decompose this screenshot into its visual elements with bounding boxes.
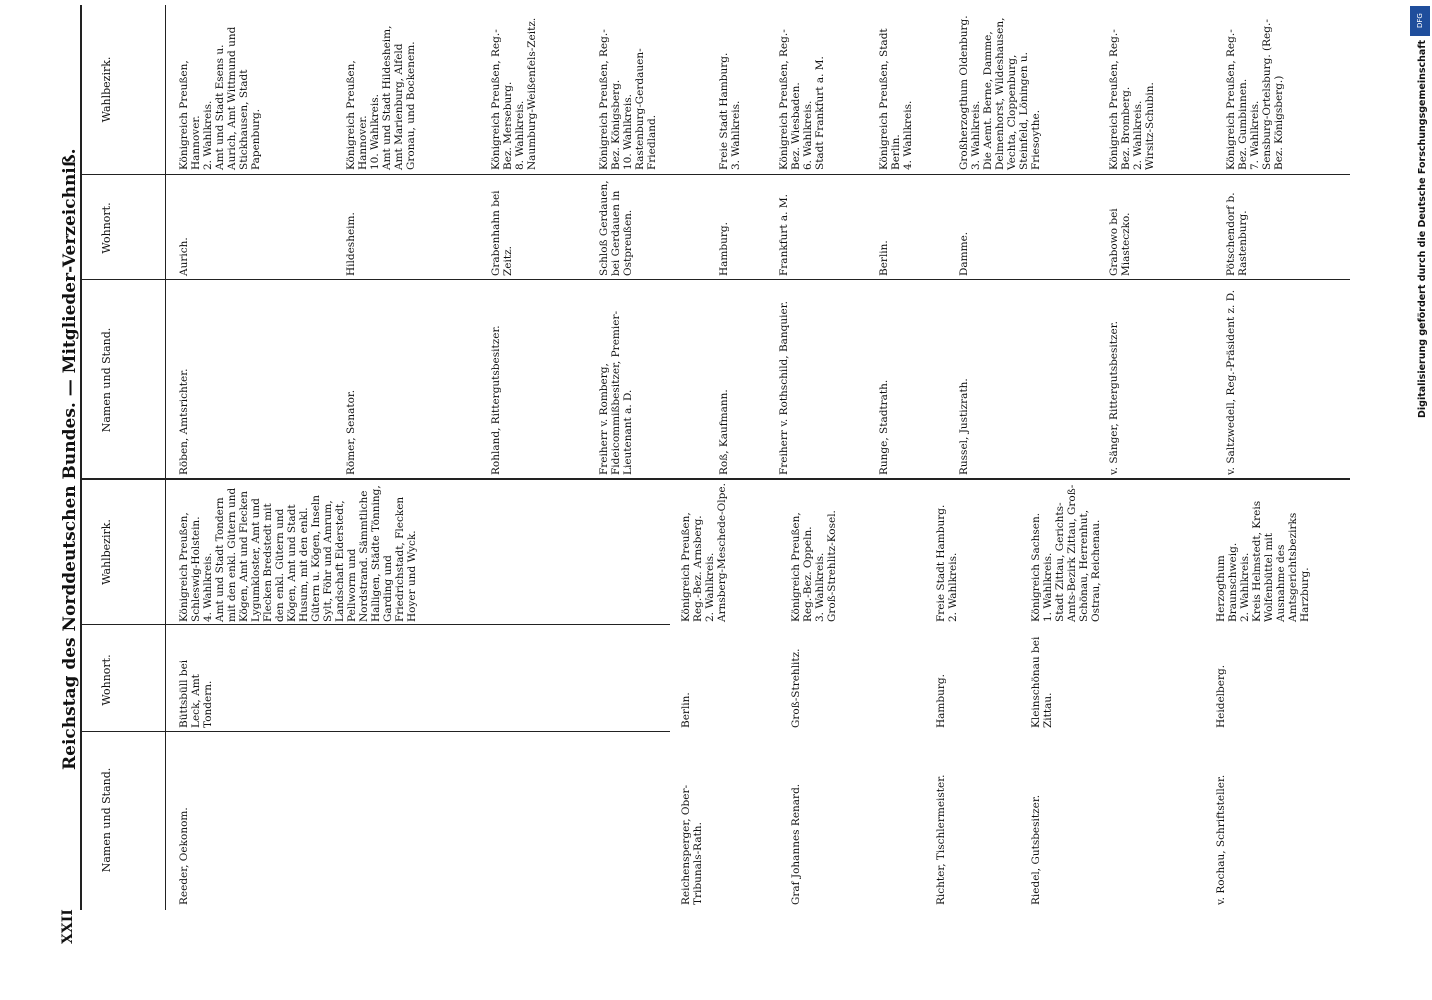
- left-entry-district: Königreich Sachsen. 1. Wahlkreis. Stadt Zittau, Gerichts-Amts-Bezirk Zittau, Groß-Schönau, Herrenhut, Ostrau, Reichenau.: [1030, 484, 1102, 622]
- right-entry-name: Freiherr v. Romberg, Fideicommißbesitzer, Premier-Lieutenant a. D.: [598, 310, 634, 475]
- right-entry-name: Russel, Justizrath.: [958, 378, 970, 475]
- column-head-rule: [165, 5, 166, 910]
- right-entry-residence: Schloß Gerdauen, bei Gerdauen in Ostpreußen.: [598, 180, 634, 276]
- right-residence-head: Wohnort.: [100, 202, 113, 254]
- right-entry-residence: Aurich.: [178, 237, 190, 276]
- right-name-head: Namen und Stand.: [100, 327, 113, 433]
- left-entry-residence: Berlin.: [680, 692, 692, 728]
- right-divider-1: [80, 279, 1350, 280]
- right-entry-name: Runge, Stadtrath.: [878, 379, 890, 475]
- dfg-logo: DFG: [1410, 6, 1430, 36]
- right-entry-residence: Grabowo bei Miasteczko.: [1108, 208, 1132, 276]
- right-entry-name: Rohland, Rittergutsbesitzer.: [490, 325, 502, 475]
- left-entry-residence: Büttsbüll bei Leck, Amt Tondern.: [178, 659, 214, 728]
- right-entry-district: Königreich Preußen, Hannover. 10. Wahlkreis. Amt und Stadt Hildesheim, Amt Marienburg, Alfeld Gronau, und Bockenem.: [345, 25, 417, 170]
- digitization-note: Digitalisierung gefördert durch die Deutsche Forschungsgemeinschaft: [1417, 40, 1428, 418]
- right-entry-name: Römer, Senator.: [345, 389, 357, 475]
- left-divider-2: [80, 624, 670, 625]
- right-entry-district: Freie Stadt Hamburg. 3. Wahlkreis.: [718, 52, 742, 170]
- left-district-head: Wahlbezirk.: [100, 519, 113, 585]
- left-entry-name: Graf Johannes Renard.: [790, 783, 802, 905]
- right-entry-name: v. Sänger, Rittergutsbesitzer.: [1108, 321, 1120, 475]
- right-entry-name: Freiherr v. Rothschild, Banquier.: [778, 301, 790, 475]
- page-number: XXII: [60, 909, 76, 944]
- right-entry-name: Röben, Amtsrichter.: [178, 368, 190, 475]
- right-entry-district: Königreich Preußen, Hannover. 2. Wahlkreis. Amt und Stadt Esens u. Aurich, Amt Wittmund und Stickhausen, Stadt Papenburg.: [178, 26, 262, 170]
- left-entry-district: Königreich Preußen, Reg.-Bez. Oppeln. 3. Wahlkreis. Groß-Strehlitz-Kosel.: [790, 510, 838, 622]
- left-entry-district: Königreich Preußen, Schleswig-Holstein. 4. Wahlkreis. Amt und Stadt Tondern mit den enkl. Gütern und Kögen, Amt und Flecken Lygumkloster, Amt und Flecken Bredstedt mit den enkl. Gütern und Kögen, Amt und Stadt Husum, mit den enkl. Gütern u. Kögen, Inseln Sylt, Föhr und Amrum, Landschaft Eiderstedt, Pellworm und Nordstrand. Sämmtliche Halligen, Städte Tönning, Garding und Friedrichstadt, Flecken Hoyer und Wyck.: [178, 485, 418, 622]
- right-entry-residence: Pötschendorf b. Rastenburg.: [1225, 192, 1249, 276]
- right-divider-2: [80, 174, 1350, 175]
- left-entry-district: Königreich Preußen, Reg.-Bez. Arnsberg. 2. Wahlkreis. Arnsberg-Meschede-Olpe.: [680, 483, 728, 622]
- right-entry-district: Königreich Preußen, Stadt Berlin. 4. Wahlkreis.: [878, 28, 914, 170]
- right-district-head: Wahlbezirk.: [100, 56, 113, 123]
- left-entry-residence: Groß-Strehlitz.: [790, 648, 802, 728]
- left-entry-residence: Kleinschönau bei Zittau.: [1030, 636, 1054, 728]
- right-entry-residence: Berlin.: [878, 240, 890, 276]
- right-entry-name: v. Saltzwedell, Reg.-Präsident z. D.: [1225, 289, 1237, 475]
- left-divider-1: [80, 731, 670, 732]
- right-entry-district: Königreich Preußen, Reg.-Bez. Gumbinnen. 7. Wahlkreis. Sensburg-Ortelsburg. (Reg.-Bez. Königsberg.): [1225, 19, 1285, 170]
- left-entry-name: v. Rochau, Schriftsteller.: [1215, 774, 1227, 905]
- left-entry-name: Reichensperger, Ober-Tribunals-Rath.: [680, 784, 704, 905]
- right-entry-name: Roß, Kaufmann.: [718, 389, 730, 475]
- left-residence-head: Wohnort.: [100, 654, 113, 706]
- right-entry-district: Königreich Preußen, Reg.-Bez. Königsberg. 10. Wahlkreis. Rastenburg-Gerdauen-Friedland.: [598, 29, 658, 170]
- right-entry-residence: Damme.: [958, 231, 970, 276]
- right-entry-residence: Frankfurt a. M.: [778, 194, 790, 276]
- left-entry-residence: Heidelberg.: [1215, 664, 1227, 728]
- left-entry-district: Herzogthum Braunschweig. 2. Wahlkreis. Kreis Helmstedt, Kreis Wolfenbüttel mit Ausnahme des Amtsgerichtsbezirks Harzburg.: [1215, 500, 1311, 622]
- header-rule: [80, 5, 82, 910]
- right-entry-residence: Grabenhahn bei Zeitz.: [490, 190, 514, 276]
- right-entry-district: Königreich Preußen, Reg.-Bez. Bromberg. 2. Wahlkreis. Wirsitz-Schubin.: [1108, 29, 1156, 170]
- right-entry-district: Königreich Preußen, Reg.-Bez. Wiesbaden. 6. Wahlkreis. Stadt Frankfurt a. M.: [778, 29, 826, 170]
- left-entry-name: Richter, Tischlermeister.: [935, 774, 947, 905]
- left-entry-residence: Hamburg.: [935, 674, 947, 728]
- right-entry-residence: Hildesheim.: [345, 212, 357, 276]
- left-entry-district: Freie Stadt Hamburg. 2. Wahlkreis.: [935, 504, 959, 622]
- right-entry-residence: Hamburg.: [718, 222, 730, 276]
- left-name-head: Namen und Stand.: [100, 767, 113, 873]
- running-title: Reichstag des Norddeutschen Bundes. — Mitglieder-Verzeichniß.: [60, 148, 80, 770]
- left-entry-name: Reeder, Oekonom.: [178, 807, 190, 905]
- right-entry-district: Königreich Preußen, Reg.-Bez. Merseburg. 8. Wahlkreis. Naumburg-Weißenfels-Zeitz.: [490, 17, 538, 170]
- right-entry-district: Großherzogthum Oldenburg. 3. Wahlkreis. Die Aemt. Berne, Damme, Delmenhorst, Wildeshausen, Vechta, Cloppenburg, Steinfeld, Löningen u. Friesoythe.: [958, 15, 1042, 170]
- left-entry-name: Riedel, Gutsbesitzer.: [1030, 794, 1042, 905]
- center-divider: [80, 479, 1350, 481]
